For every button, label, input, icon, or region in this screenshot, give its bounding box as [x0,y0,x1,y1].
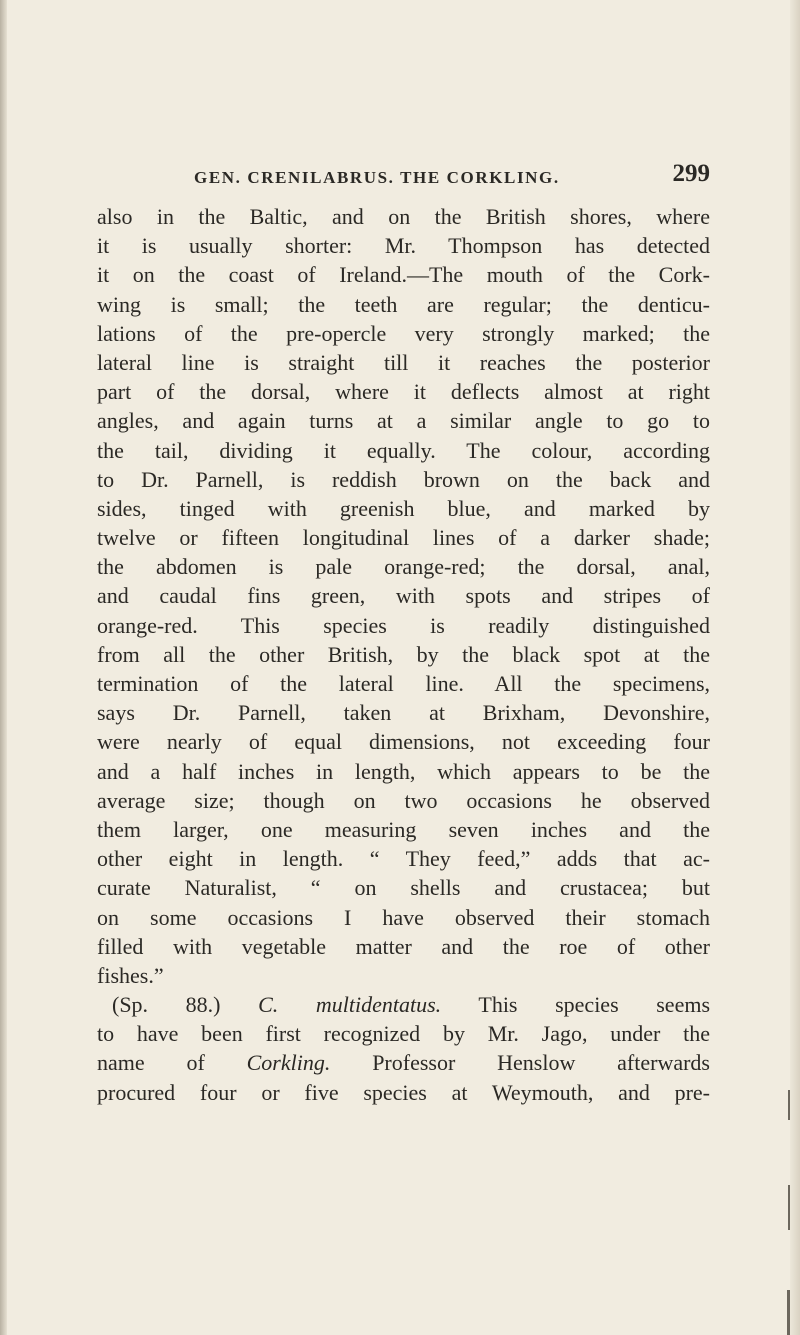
text-line: wing is small; the teeth are regular; the denticu- [97,291,710,317]
text-line: them larger, one measuring seven inches and the [97,816,710,842]
body-text [97,202,710,1107]
text-line: orange-red. This species is readily distinguished [97,612,710,638]
species-name: C. multidentatus. [258,992,442,1018]
text-line: it on the coast of Ireland.—The mouth of the Cork- [97,262,710,288]
text-line: twelve or fifteen longitudinal lines of a darker shade; [97,525,710,551]
text-line: average size; though on two occasions he observed [97,787,710,813]
margin-mark [788,1185,790,1230]
running-title: GEN. CRENILABRUS. THE CORKLING. [194,168,560,187]
text-line: to have been first recognized by Mr. Jago, under the [97,1021,710,1047]
text-line: fishes.” [97,962,164,988]
text-line: it is usually shorter: Mr. Thompson has detected [97,233,710,259]
text-line: the abdomen is pale orange-red; the dorsal, anal, [97,554,710,580]
running-head [97,160,710,196]
text-line: termination of the lateral line. All the specimens, [97,671,710,696]
margin-mark [788,1090,790,1120]
text-line: procured four or five species at Weymouth, and pre- [97,1079,710,1105]
text-line: the tail, dividing it equally. The colour, according [97,437,710,463]
text-line: sides, tinged with greenish blue, and marked by [97,495,710,521]
text-line: filled with vegetable matter and the roe of other [97,933,710,959]
text-line: from all the other British, by the black spot at the [97,641,710,667]
text-line: angles, and again turns at a similar angle to go to [97,408,710,434]
text-line: part of the dorsal, where it deflects almost at right [97,379,710,405]
species-text: This species seems [441,992,711,1018]
text-line: on some occasions I have observed their stomach [97,904,710,930]
common-name: Corkling. [246,1050,331,1076]
book-page [97,160,710,1107]
text-line: lateral line is straight till it reaches the posterior [97,349,710,375]
text-line: says Dr. Parnell, taken at Brixham, Devonshire, [97,700,710,726]
page-right-edge [790,0,800,1335]
text-line: were nearly of equal dimensions, not exceeding four [97,729,710,755]
species-number: (Sp. 88.) [112,992,259,1018]
text-line [97,1048,710,1077]
page-number: 299 [672,160,710,187]
text-line: and a half inches in length, which appears to be the [97,758,710,784]
text-line: and caudal fins green, with spots and stripes of [97,583,710,609]
margin-mark [787,1290,790,1335]
text-fragment: name of [97,1050,247,1076]
text-line: also in the Baltic, and on the British shores, where [97,204,710,229]
page-left-shadow [0,0,7,1335]
text-line: lations of the pre-opercle very strongly marked; the [97,320,710,346]
text-line: curate Naturalist, “ on shells and crustacea; but [97,875,710,901]
text-fragment: Professor Henslow afterwards [330,1050,710,1076]
species-line [97,990,710,1019]
text-line: to Dr. Parnell, is reddish brown on the back and [97,466,710,492]
text-line: other eight in length. “ They feed,” adds that ac- [97,846,710,872]
